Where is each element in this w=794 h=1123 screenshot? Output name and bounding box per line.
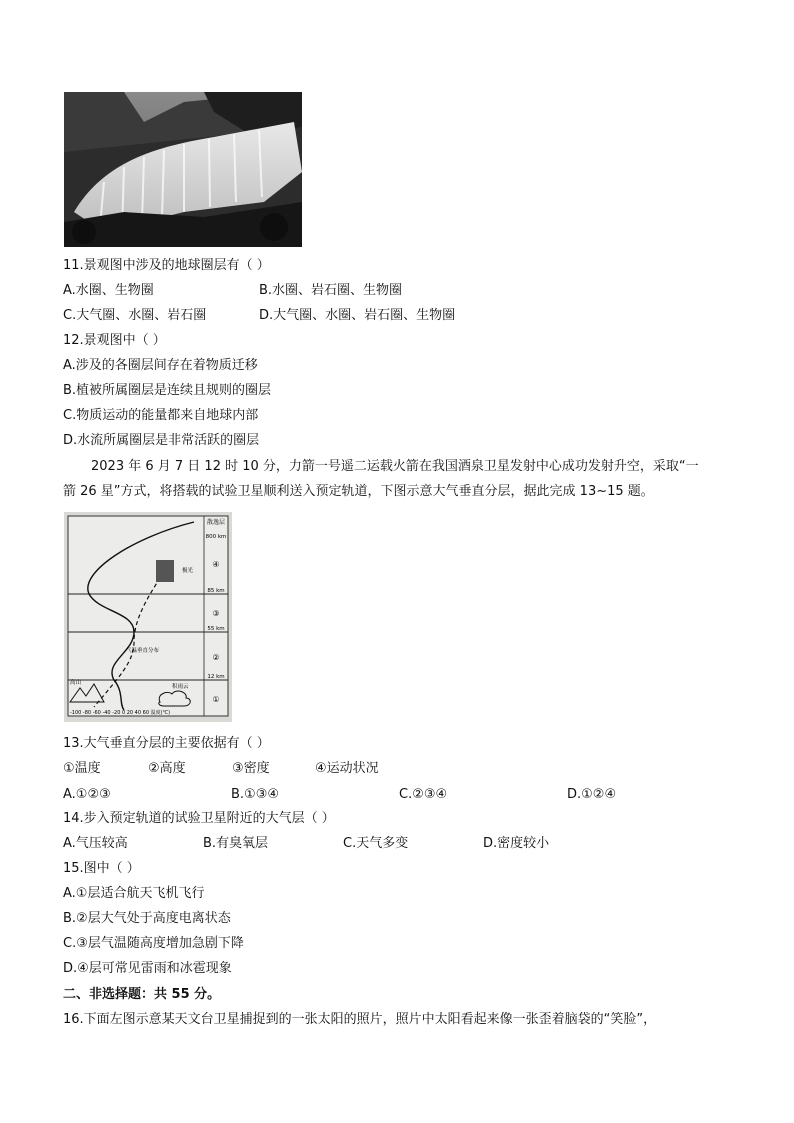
section-2-heading: 二、非选择题：共 55 分。 [63, 987, 221, 1002]
waterfall-photo [64, 92, 302, 247]
q15-option-b: B.②层大气处于高度电离状态 [63, 911, 231, 926]
height-12: 12 km [207, 674, 225, 680]
q14-option-b: B.有臭氧层 [203, 836, 269, 851]
q13-item-4: ④运动状况 [315, 761, 379, 776]
q16-stem: 16.下面左图示意某天文台卫星捕捉到的一张太阳的照片，照片中太阳看起来像一张歪着脑袋的“笑脸”， [63, 1012, 657, 1027]
q11-option-d: D.大气圈、水圈、岩石圈、生物圈 [259, 308, 456, 323]
q13-option-c: C.②③④ [399, 787, 448, 802]
q13-item-2: ②高度 [148, 761, 186, 776]
q12-option-c: C.物质运动的能量都来自地球内部 [63, 408, 259, 423]
q14-option-c: C.天气多变 [343, 836, 409, 851]
q11-stem: 11.景观图中涉及的地球圈层有（ ） [63, 258, 270, 273]
q12-option-d: D.水流所属圈层是非常活跃的圈层 [63, 433, 260, 448]
x-axis-label: -100 -80 -60 -40 -20 0 20 40 60 温度(℃) [70, 710, 171, 716]
passage-line-2: 箭 26 星”方式，将搭载的试验卫星顺利送入预定轨道，下图示意大气垂直分层，据此完成 13~15 题。 [63, 484, 654, 499]
q13-item-3: ③密度 [232, 761, 270, 776]
height-800: 800 km [205, 534, 227, 540]
q13-option-a: A.①②③ [63, 787, 111, 802]
q12-stem: 12.景观图中（ ） [63, 333, 166, 348]
layer-2-label: ② [212, 653, 220, 662]
aurora-photo [156, 560, 174, 582]
q13-option-b: B.①③④ [231, 787, 280, 802]
q15-option-d: D.④层可常见雷雨和冰雹现象 [63, 961, 232, 976]
q13-item-1: ①温度 [63, 761, 101, 776]
mountain-label: 高山 [70, 680, 82, 686]
q15-option-a: A.①层适合航天飞机飞行 [63, 886, 205, 901]
q12-option-a: A.涉及的各圈层间存在着物质迁移 [63, 358, 258, 373]
q15-stem: 15.图中（ ） [63, 861, 140, 876]
q11-option-c: C.大气圈、水圈、岩石圈 [63, 308, 207, 323]
q12-option-b: B.植被所属圈层是连续且规则的圈层 [63, 383, 272, 398]
height-55: 55 km [207, 626, 225, 632]
layer-1-label: ① [212, 695, 220, 704]
aurora-label: 极光 [182, 568, 194, 574]
exosphere-label: 散逸层 [206, 519, 226, 526]
atmosphere-layer-figure [64, 512, 232, 722]
cloud-label: 积雨云 [172, 684, 189, 690]
q14-stem: 14.步入预定轨道的试验卫星附近的大气层（ ） [63, 811, 335, 826]
layer-4-label: ④ [212, 560, 220, 569]
q14-option-a: A.气压较高 [63, 836, 128, 851]
q13-option-d: D.①②④ [567, 787, 617, 802]
layer-3-label: ③ [212, 609, 220, 618]
height-85: 85 km [207, 588, 225, 594]
curve-label: 气温垂直分布 [126, 648, 160, 654]
passage-line-1: 2023 年 6 月 7 日 12 时 10 分，力箭一号遥二运载火箭在我国酒泉卫星发射中心成功发射升空，采取“一 [91, 459, 699, 474]
q14-option-d: D.密度较小 [483, 836, 550, 851]
q11-option-b: B.水圈、岩石圈、生物圈 [259, 283, 403, 298]
q13-stem: 13.大气垂直分层的主要依据有（ ） [63, 736, 270, 751]
q11-option-a: A.水圈、生物圈 [63, 283, 154, 298]
q15-option-c: C.③层气温随高度增加急剧下降 [63, 936, 244, 951]
